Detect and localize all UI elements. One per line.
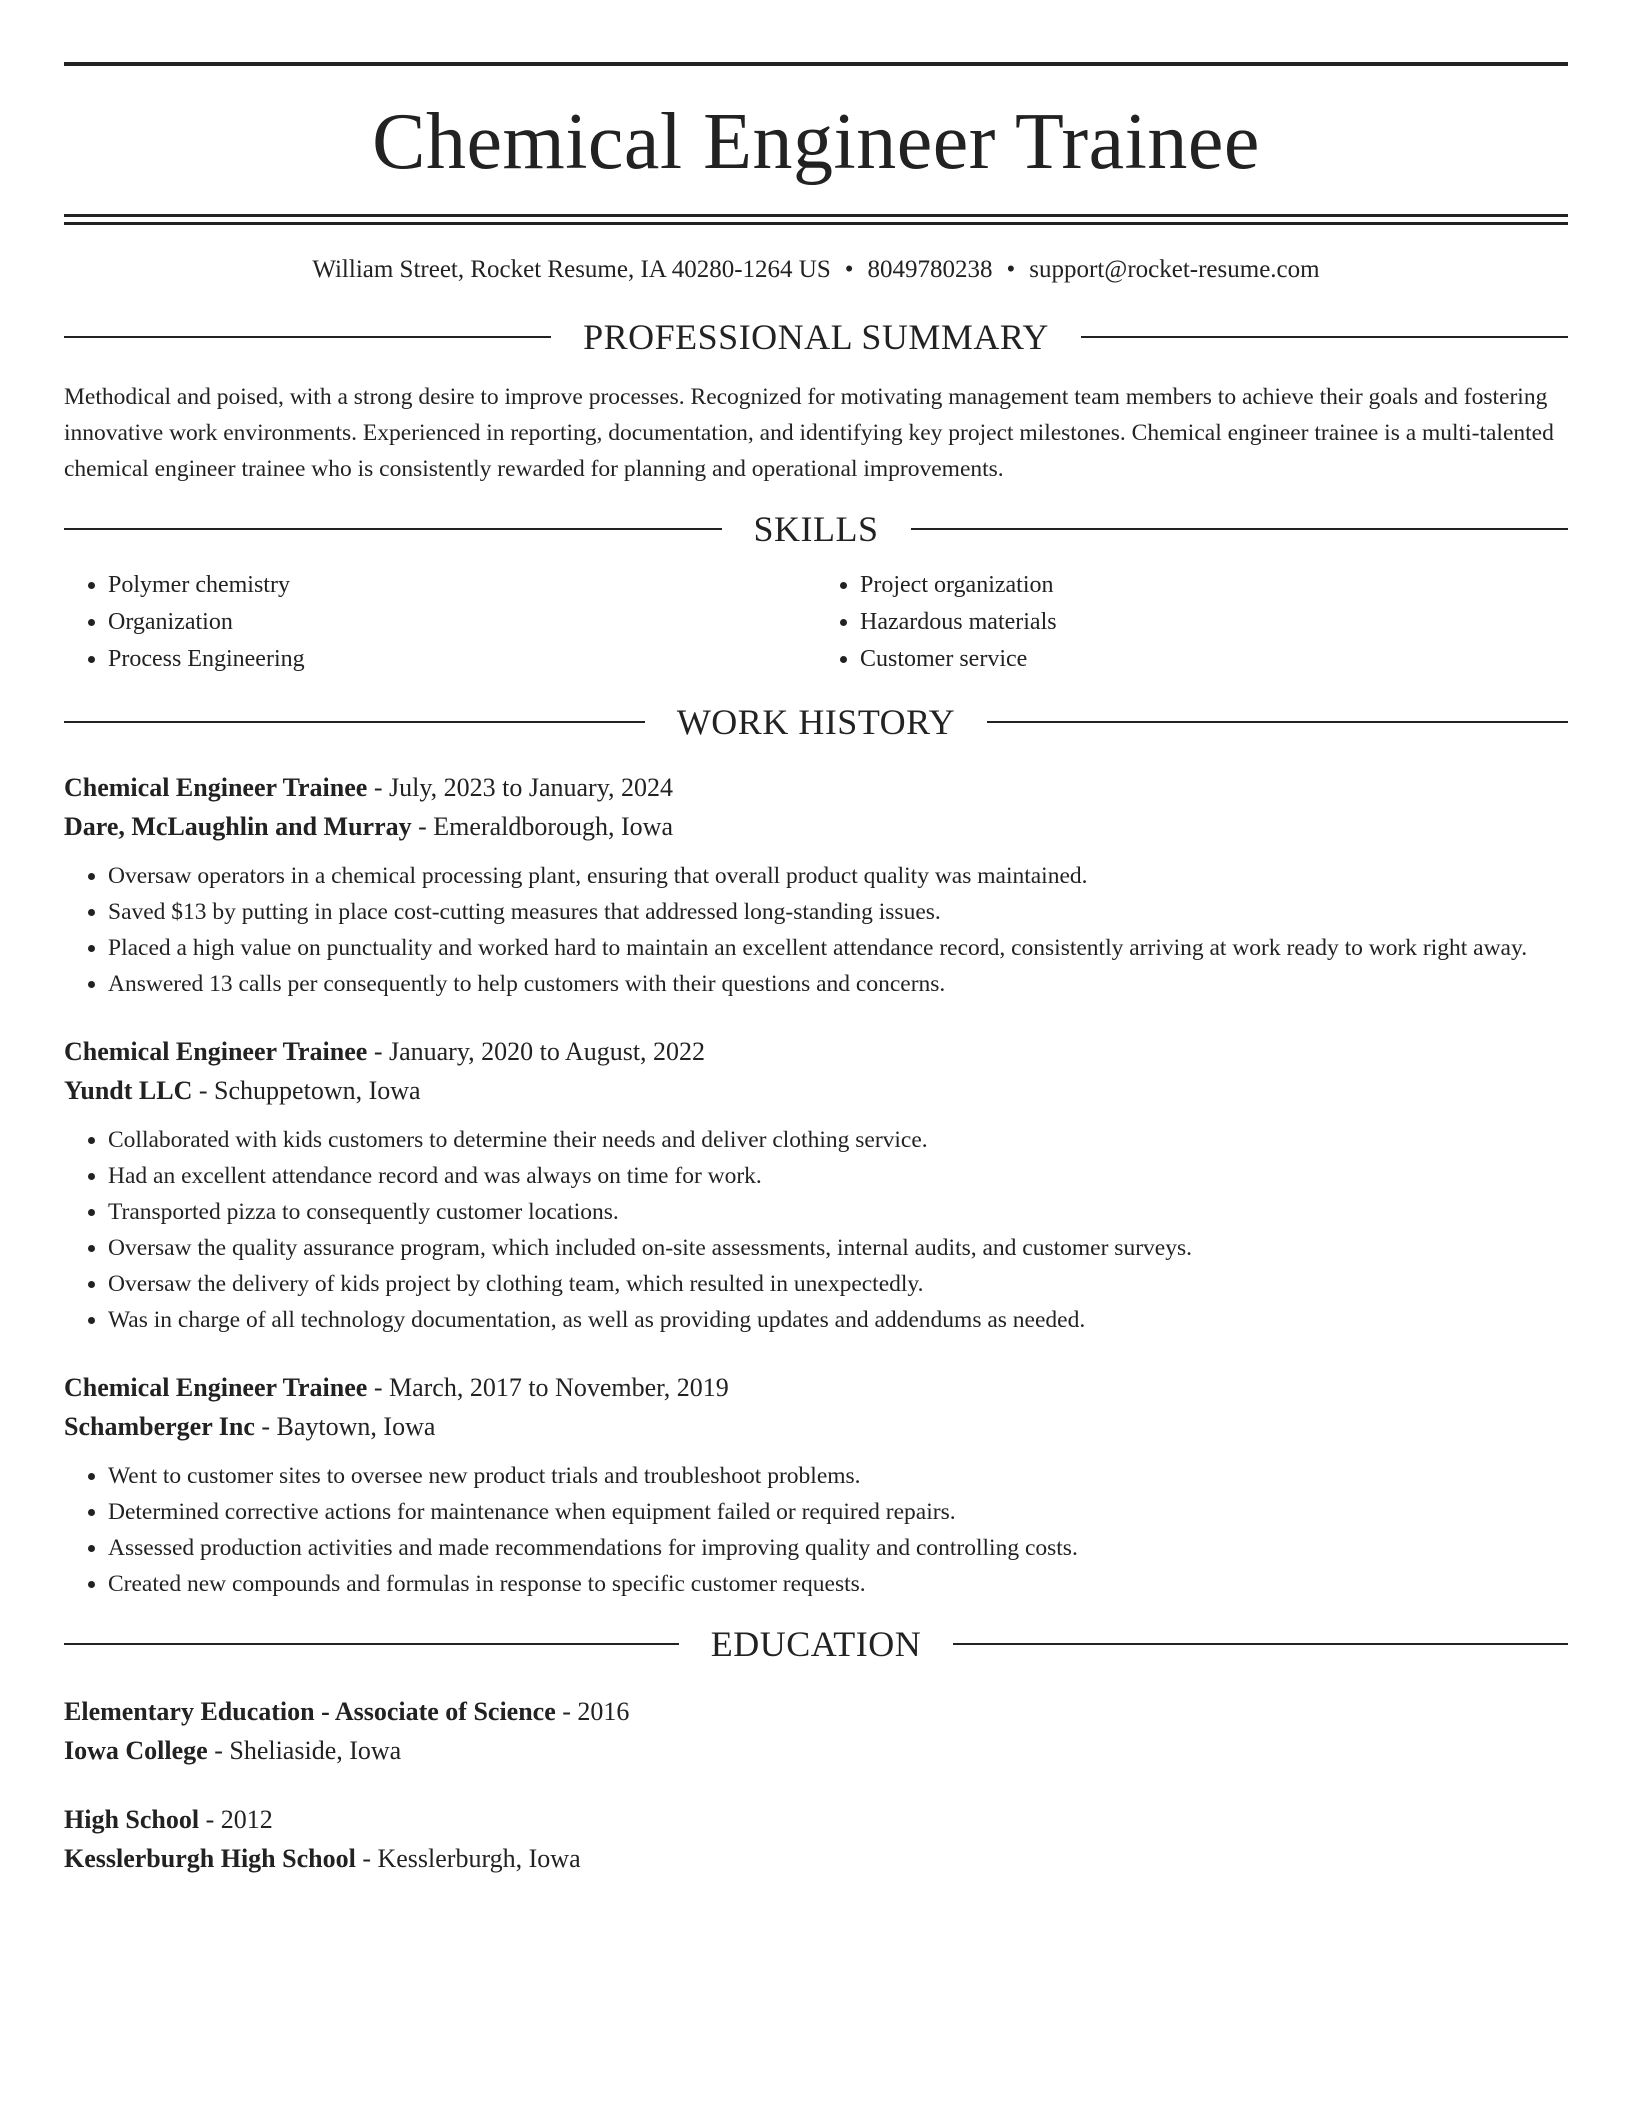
work-heading	[64, 704, 1568, 740]
job-bullet: • Was in charge of all technology documentation, as well as providing updates and addendums as needed.	[108, 1302, 1568, 1338]
heading-rule-right	[911, 528, 1569, 530]
job-bullet: • Collaborated with kids customers to determine their needs and deliver clothing service.	[108, 1122, 1568, 1158]
job-bullet: • Assessed production activities and made recommendations for improving quality and controlling costs.	[108, 1530, 1568, 1566]
job-entry	[64, 1368, 1568, 1602]
job-title: Chemical Engineer Trainee	[64, 773, 368, 802]
job-bullet: • Answered 13 calls per consequently to help customers with their questions and concerns.	[108, 966, 1568, 1002]
job-title: Chemical Engineer Trainee	[64, 1373, 368, 1402]
job-bullet: • Oversaw the delivery of kids project by clothing team, which resulted in unexpectedly.	[108, 1266, 1568, 1302]
education-year: - 2016	[555, 1697, 630, 1726]
job-title-line	[64, 1032, 1568, 1071]
job-company-line	[64, 1071, 1568, 1110]
job-bullet: • Transported pizza to consequently customer locations.	[108, 1194, 1568, 1230]
job-bullet: • Determined corrective actions for maintenance when equipment failed or required repairs.	[108, 1494, 1568, 1530]
heading-rule-right	[987, 721, 1568, 723]
job-title-line	[64, 768, 1568, 807]
education-heading-label: EDUCATION	[710, 1624, 922, 1664]
heading-rule-left	[64, 1643, 679, 1645]
job-title: Chemical Engineer Trainee	[64, 1037, 368, 1066]
job-company: Yundt LLC	[64, 1076, 193, 1105]
education-degree: Elementary Education - Associate of Science	[64, 1697, 556, 1726]
education-year: - 2012	[199, 1805, 273, 1834]
contact-address: William Street, Rocket Resume, IA 40280-1264 US	[312, 256, 831, 283]
job-bullet: • Oversaw the quality assurance program, which included on-site assessments, internal audits, and customer surveys.	[108, 1230, 1568, 1266]
top-rule	[64, 62, 1568, 66]
title-double-rule	[64, 214, 1568, 225]
education-degree-line	[64, 1692, 1568, 1731]
skill-item: • Customer service	[860, 641, 1568, 678]
education-heading	[64, 1626, 1568, 1662]
job-company-line	[64, 807, 1568, 846]
job-bullet: • Placed a high value on punctuality and worked hard to maintain an excellent attendance record, consistently arriving at work ready to work right away.	[108, 930, 1568, 966]
education-school: Kesslerburgh High School	[64, 1844, 356, 1873]
job-bullet: • Had an excellent attendance record and was always on time for work.	[108, 1158, 1568, 1194]
job-bullets	[64, 858, 1568, 1002]
job-bullet: • Created new compounds and formulas in response to specific customer requests.	[108, 1566, 1568, 1602]
contact-email: support@rocket-resume.com	[1029, 256, 1320, 283]
job-entry	[64, 768, 1568, 1002]
education-degree: High School	[64, 1805, 200, 1834]
job-bullet: • Saved $13 by putting in place cost-cutting measures that addressed long-standing issues.	[108, 894, 1568, 930]
education-location: - Kesslerburgh, Iowa	[355, 1844, 581, 1873]
education-school: Iowa College	[64, 1736, 208, 1765]
education-location: - Sheliaside, Iowa	[207, 1736, 402, 1765]
heading-rule-left	[64, 721, 645, 723]
summary-heading-label: PROFESSIONAL SUMMARY	[583, 317, 1049, 357]
summary-text: Methodical and poised, with a strong desire to improve processes. Recognized for motivating management team members to achieve their goals and fostering innovative work environments. Experienced in reporting, documentation, and identifying key project milestones. Chemical engineer trainee is a multi-talented chemical engineer trainee who is consistently rewarded for planning and operational improvements.	[64, 384, 1554, 482]
job-dates: - March, 2017 to November, 2019	[367, 1373, 729, 1402]
education-degree-line	[64, 1800, 1568, 1839]
job-company: Dare, McLaughlin and Murray	[64, 812, 412, 841]
heading-rule-right	[953, 1643, 1568, 1645]
work-heading-label: WORK HISTORY	[676, 702, 956, 742]
contact-phone: 8049780238	[867, 256, 993, 283]
heading-rule-right	[1081, 336, 1568, 338]
summary-heading	[64, 319, 1568, 355]
job-bullets	[64, 1122, 1568, 1338]
contact-line	[64, 255, 1568, 285]
education-school-line	[64, 1839, 1568, 1878]
job-bullet: • Went to customer sites to oversee new product trials and troubleshoot problems.	[108, 1458, 1568, 1494]
job-company: Schamberger Inc	[64, 1412, 255, 1441]
skills-column-left	[64, 567, 816, 678]
skill-item: • Hazardous materials	[860, 604, 1568, 641]
skills-heading-label: SKILLS	[753, 509, 879, 549]
skill-item: • Project organization	[860, 567, 1568, 604]
job-location: - Baytown, Iowa	[254, 1412, 436, 1441]
heading-rule-left	[64, 336, 551, 338]
education-entry	[64, 1800, 1568, 1878]
job-bullet: • Oversaw operators in a chemical processing plant, ensuring that overall product quality was maintained.	[108, 858, 1568, 894]
job-entry	[64, 1032, 1568, 1338]
skill-item: • Organization	[108, 604, 816, 641]
job-location: - Schuppetown, Iowa	[192, 1076, 421, 1105]
contact-separator: •	[1006, 256, 1016, 283]
job-dates: - July, 2023 to January, 2024	[367, 773, 674, 802]
education-entry	[64, 1692, 1568, 1770]
skills-list	[64, 567, 1568, 678]
skills-column-right	[816, 567, 1568, 678]
contact-separator: •	[844, 256, 854, 283]
skill-item: • Process Engineering	[108, 641, 816, 678]
heading-rule-left	[64, 528, 722, 530]
job-location: - Emeraldborough, Iowa	[411, 812, 673, 841]
education-school-line	[64, 1731, 1568, 1770]
job-bullets	[64, 1458, 1568, 1602]
skill-item: • Polymer chemistry	[108, 567, 816, 604]
job-company-line	[64, 1407, 1568, 1446]
job-title-line	[64, 1368, 1568, 1407]
skills-heading	[64, 511, 1568, 547]
page-title: Chemical Engineer Trainee	[372, 98, 1260, 186]
job-dates: - January, 2020 to August, 2022	[367, 1037, 706, 1066]
